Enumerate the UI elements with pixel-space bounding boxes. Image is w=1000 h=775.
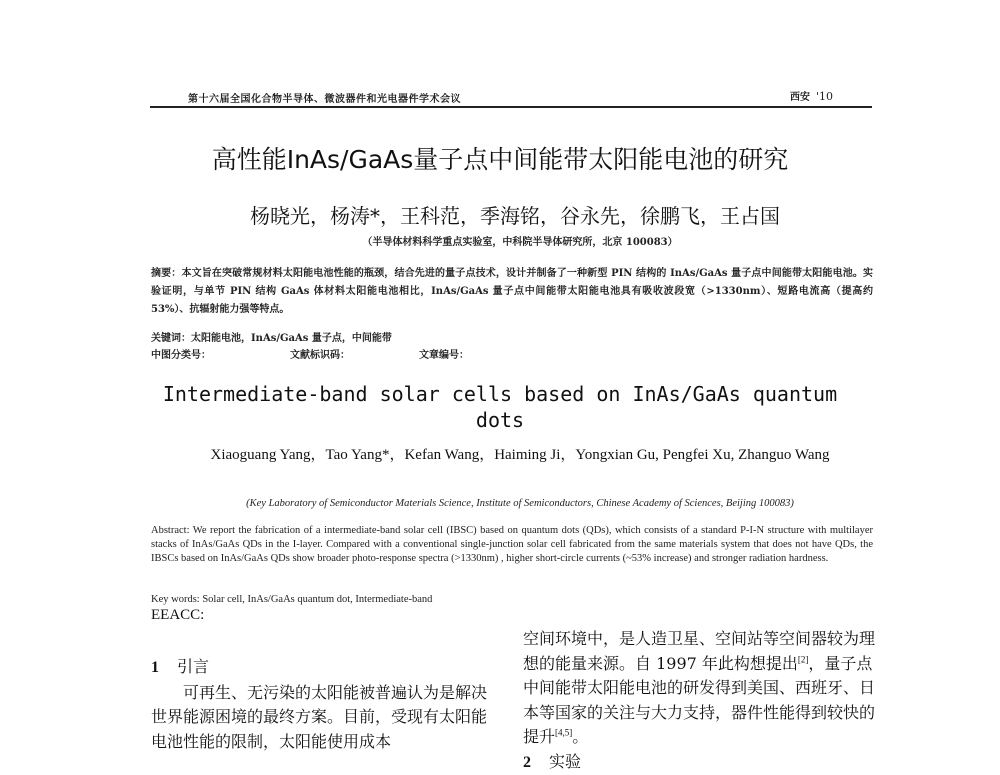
citation-ref: [4,5] — [555, 728, 572, 738]
intro-paragraph: 可再生、无污染的太阳能被普遍认为是解决世界能源困境的最终方案。目前，受现有太阳能电池性能的限制，太阳能使用成本 — [151, 681, 501, 755]
classification-label: 中图分类号： — [151, 346, 211, 361]
keywords-cn-label: 关键词： — [151, 333, 191, 344]
article-no-label: 文章编号： — [419, 346, 469, 361]
citation-ref: [2] — [798, 654, 809, 664]
abstract-cn-text: 本文旨在突破常规材料太阳能电池性能的瓶颈，结合先进的量子点技术，设计并制备了一种新型 PIN 结构的 InAs/GaAs 量子点中间能带太阳能电池。实验证明，与单节 PIN 结构 GaAs 体材料太阳能电池相比，InAs/GaAs 量子点中间能带太阳能电池具有吸收波段宽（>1330nm）、短路电流高（提高约 53%）、抗辐射能力强等特点。 — [151, 268, 873, 315]
doc-code-label: 文献标识码： — [290, 346, 350, 361]
header-year: '10 — [816, 90, 833, 103]
abstract-en: Abstract: We report the fabrication of a intermediate-band solar cell (IBSC) based on quantum dots (QDs), which consists of a standard P-I-N structure with multilayer stacks of InAs/GaAs QDs in the I-layer. Compared with a conventional single-junction solar cell fabricated from the same materials system that does not have QDs, the IBSCs based on InAs/GaAs QDs show broader photo-response spectra (>1330nm) , higher short-circle currents (~53% increase) and stronger radiation hardness. — [151, 524, 873, 566]
authors-en: Xiaoguang Yang，Tao Yang*，Kefan Wang，Haiming Ji，Yongxian Gu, Pengfei Xu, Zhanguo Wang — [150, 444, 890, 467]
page-title-cn: 高性能InAs/GaAs量子点中间能带太阳能电池的研究 — [0, 140, 1000, 176]
running-header-location — [790, 88, 833, 103]
intro-paragraph-continued: 空间环境中，是人造卫星、空间站等空间器较为理想的能量来源。自 1997 年此构想提出[2]，量子点中间能带太阳能电池的研发得到美国、西班牙、日本等国家的关注与大力支持，器件性能得到较快的提升[4,5]。 — [523, 627, 875, 750]
body-column-right — [523, 627, 875, 775]
section-number: 1 — [151, 659, 159, 676]
body-column-left — [151, 655, 501, 754]
affiliation-en: (Key Laboratory of Semiconductor Materials Science, Institute of Semiconductors, Chinese Academy of Sciences, Beijing 100083) — [150, 498, 890, 509]
keywords-cn — [151, 331, 392, 346]
eeacc-label: EEACC: — [151, 607, 204, 624]
section-title: 引言 — [177, 657, 209, 676]
page-title-en: Intermediate-band solar cells based on InAs/GaAs quantum dots — [150, 381, 850, 433]
section-heading-experiment — [523, 750, 875, 775]
keywords-cn-text: 太阳能电池，InAs/GaAs 量子点，中间能带 — [191, 333, 392, 344]
header-rule — [150, 106, 872, 108]
section-number: 2 — [523, 754, 531, 771]
section-title: 实验 — [549, 752, 581, 771]
section-heading-introduction — [151, 655, 501, 681]
authors-cn: 杨晓光，杨涛*，王科范，季海铭，谷永先，徐鹏飞，王占国 — [0, 200, 1000, 229]
abstract-cn-label: 摘要： — [151, 268, 181, 279]
keywords-en: Key words: Solar cell, InAs/GaAs quantum dot, Intermediate-band — [151, 594, 432, 605]
abstract-cn — [151, 265, 873, 319]
affiliation-cn: （半导体材料科学重点实验室，中科院半导体研究所，北京 100083） — [0, 233, 1000, 248]
running-header-conference: 第十六届全国化合物半导体、微波器件和光电器件学术会议 — [188, 90, 461, 105]
header-place: 西安 — [790, 92, 810, 103]
